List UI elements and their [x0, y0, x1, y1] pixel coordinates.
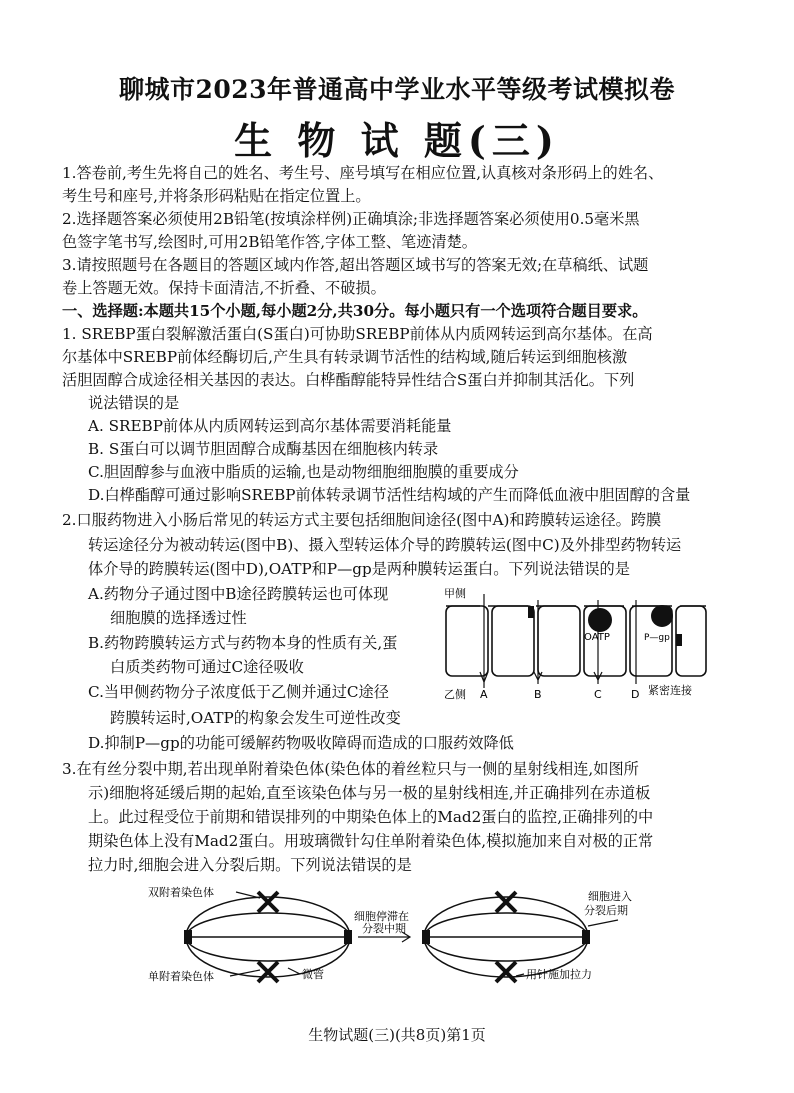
arrested-label-2: 分裂中期: [362, 922, 406, 935]
q3-stem: 示)细胞将延缓后期的起始,直至该染色体与另一极的星射线相连,并正确排列在赤道板: [88, 784, 651, 802]
exam-title: 聊城市2023年普通高中学业水平等级考试模拟卷: [118, 75, 676, 104]
q2-option-b-cont: 白质类药物可通过C途径吸收: [110, 658, 304, 676]
junction-label: 紧密连接: [648, 684, 692, 697]
side-top-label: 甲侧: [444, 587, 466, 600]
q2-stem: 体介导的跨膜转运(图中D),OATP和P—gp是两种膜转运蛋白。下列说法错误的是: [88, 560, 630, 578]
route-b-label: B: [534, 688, 542, 701]
instruction-line: 卷上答题无效。保持卡面清洁,不折叠、不破损。: [62, 279, 386, 297]
q3-stem: 3.在有丝分裂中期,若出现单附着染色体(染色体的着丝粒只与一侧的星射线相连,如图所: [62, 760, 639, 778]
q2-option-b: B.药物跨膜转运方式与药物本身的性质有关,蛋: [88, 634, 398, 652]
q2-stem: 转运途径分为被动转运(图中B)、摄入型转运体介导的跨膜转运(图中C)及外排型药物转运: [88, 536, 682, 554]
instruction-line: 3.请按照题号在各题目的答题区域内作答,超出答题区域书写的答案无效;在草稿纸、试题: [62, 256, 649, 274]
pgp-label: P—gp: [644, 633, 670, 643]
q3-spindle-figure: [148, 880, 648, 996]
q1-stem: 说法错误的是: [88, 394, 180, 412]
q3-stem: 拉力时,细胞会进入分裂后期。下列说法错误的是: [88, 856, 412, 874]
q3-stem: 期染色体上没有Mad2蛋白。用玻璃微针勾住单附着染色体,模拟施加来自对极的正常: [88, 832, 654, 850]
page-footer: 生物试题(三)(共8页)第1页: [308, 1026, 486, 1044]
enter-label-2: 分裂后期: [584, 904, 628, 917]
q1-stem: 尔基体中SREBP前体经酶切后,产生具有转录调节活性的结构域,随后转运到细胞核激: [62, 348, 628, 366]
microtubule-label: 微管: [302, 968, 324, 981]
q2-stem: 2.口服药物进入小肠后常见的转运方式主要包括细胞间途径(图中A)和跨膜转运途径。跨膜: [62, 511, 662, 529]
subject-title: 生 物 试 题(三): [234, 118, 560, 163]
arrested-label-1: 细胞停滞在: [354, 910, 409, 923]
needle-label: 用针施加拉力: [526, 968, 592, 981]
q2-option-c-cont: 跨膜转运时,OATP的构象会发生可逆性改变: [110, 709, 401, 727]
section-heading: 一、选择题:本题共15个小题,每小题2分,共30分。每小题只有一个选项符合题目要求。: [62, 302, 648, 320]
instruction-line: 2.选择题答案必须使用2B铅笔(按填涂样例)正确填涂;非选择题答案必须使用0.5毫米黑: [62, 210, 640, 228]
instruction-line: 1.答卷前,考生先将自己的姓名、考生号、座号填写在相应位置,认真核对条形码上的姓名、: [62, 164, 664, 182]
q3-stem: 上。此过程受位于前期和错误排列的中期染色体上的Mad2蛋白的监控,正确排列的中: [88, 808, 654, 826]
double-attached-label: 双附着染色体: [148, 886, 214, 899]
q2-option-a-cont: 细胞膜的选择透过性: [110, 609, 247, 627]
q1-option-a: A. SREBP前体从内质网转运到高尔基体需要消耗能量: [88, 417, 452, 435]
q1-option-b: B. S蛋白可以调节胆固醇合成酶基因在细胞核内转录: [88, 440, 439, 458]
q1-stem: 1. SREBP蛋白裂解激活蛋白(S蛋白)可协助SREBP前体从内质网转运到高尔基体。在高: [62, 325, 653, 343]
q1-stem: 活胆固醇合成途径相关基因的表达。白桦酯醇能特异性结合S蛋白并抑制其活化。下列: [62, 371, 635, 389]
instruction-line: 考生号和座号,并将条形码粘贴在指定位置上。: [62, 187, 371, 205]
q2-option-d: D.抑制P—gp的功能可缓解药物吸收障碍而造成的口服药效降低: [88, 734, 514, 752]
route-d-label: D: [631, 688, 640, 701]
q1-option-d: D.白桦酯醇可通过影响SREBP前体转录调节活性结构域的产生而降低血液中胆固醇的含量: [88, 486, 691, 504]
q2-option-c: C.当甲侧药物分子浓度低于乙侧并通过C途径: [88, 683, 389, 701]
instruction-line: 色签字笔书写,绘图时,可用2B铅笔作答,字体工整、笔迹清楚。: [62, 233, 477, 251]
side-bottom-label: 乙侧: [444, 688, 466, 701]
oatp-label: OATP: [584, 632, 610, 643]
single-attached-label: 单附着染色体: [148, 970, 214, 983]
route-a-label: A: [480, 688, 488, 701]
q2-option-a: A.药物分子通过图中B途径跨膜转运也可体现: [88, 585, 389, 603]
enter-label-1: 细胞进入: [588, 890, 632, 903]
q2-transport-figure: [440, 586, 712, 704]
route-c-label: C: [594, 688, 602, 701]
q1-option-c: C.胆固醇参与血液中脂质的运输,也是动物细胞细胞膜的重要成分: [88, 463, 519, 481]
